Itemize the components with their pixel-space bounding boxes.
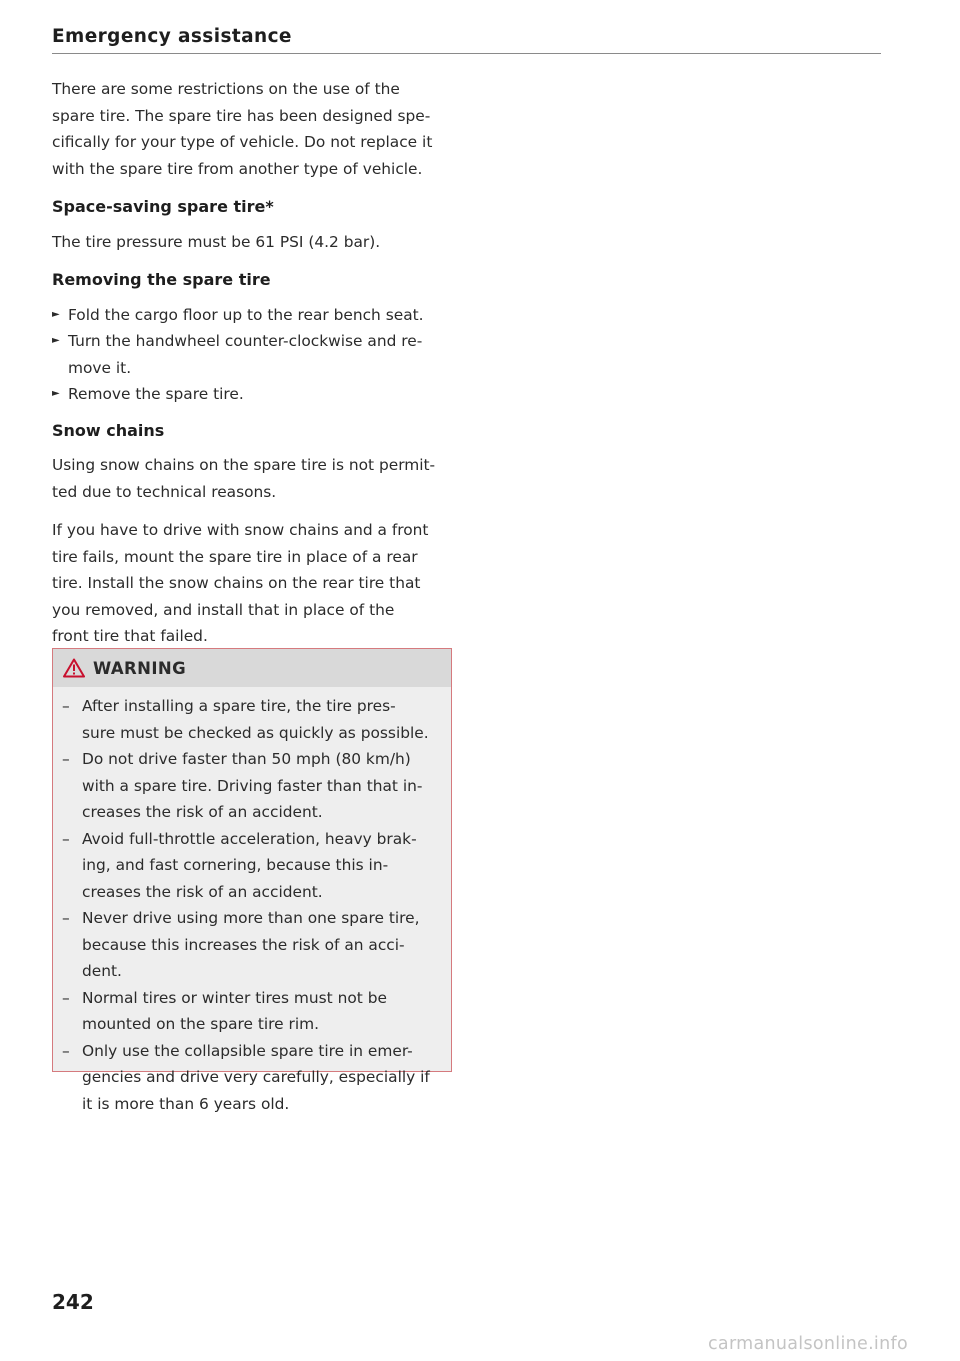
snow-chains-paragraph-2 bbox=[52, 517, 452, 650]
intro-line: with the spare tire from another type of vehicle. bbox=[52, 159, 423, 178]
header-divider bbox=[52, 53, 881, 54]
para-line: you removed, and install that in place of the bbox=[52, 600, 395, 619]
dash-bullet: – bbox=[62, 750, 70, 768]
space-saving-heading: Space-saving spare tire* bbox=[52, 197, 274, 216]
warning-item bbox=[53, 1038, 451, 1118]
intro-line: spare tire. The spare tire has been designed spe- bbox=[52, 106, 431, 125]
step-item bbox=[52, 381, 452, 408]
warning-line: because this increases the risk of an acci- bbox=[82, 935, 405, 954]
warning-line: with a spare tire. Driving faster than that in- bbox=[82, 776, 423, 795]
warning-line: Normal tires or winter tires must not be bbox=[82, 988, 387, 1007]
warning-item-text bbox=[82, 905, 443, 985]
warning-header bbox=[53, 649, 451, 687]
warning-item bbox=[53, 905, 451, 985]
warning-item bbox=[53, 826, 451, 906]
para-line: tire. Install the snow chains on the rear tire that bbox=[52, 574, 421, 592]
section-title: Emergency assistance bbox=[52, 26, 292, 47]
warning-item bbox=[53, 693, 451, 746]
triangle-bullet-icon: ► bbox=[52, 308, 60, 320]
space-saving-text: The tire pressure must be 61 PSI (4.2 bar). bbox=[52, 232, 381, 251]
snow-chains-heading: Snow chains bbox=[52, 420, 165, 440]
warning-line: Do not drive faster than 50 mph (80 km/h) bbox=[82, 750, 411, 768]
para-line: Using snow chains on the spare tire is not permit- bbox=[52, 456, 436, 474]
warning-line: sure must be checked as quickly as possible. bbox=[82, 723, 429, 742]
step-text bbox=[68, 328, 452, 381]
warning-line: mounted on the spare tire rim. bbox=[82, 1015, 320, 1033]
main-column bbox=[52, 76, 452, 662]
step-line: move it. bbox=[68, 358, 132, 377]
dash-bullet: – bbox=[62, 1041, 70, 1060]
warning-line: gencies and drive very carefully, especially if bbox=[82, 1068, 430, 1086]
page-number: 242 bbox=[52, 1290, 94, 1314]
step-item bbox=[52, 328, 452, 381]
snow-chains-paragraph-1 bbox=[52, 452, 452, 505]
warning-triangle-icon bbox=[63, 658, 85, 678]
intro-line: There are some restrictions on the use of the bbox=[52, 80, 400, 98]
warning-line: it is more than 6 years old. bbox=[82, 1094, 290, 1113]
dash-bullet: – bbox=[62, 988, 70, 1007]
intro-line: cifically for your type of vehicle. Do not replace it bbox=[52, 133, 433, 151]
warning-line: ing, and fast cornering, because this in- bbox=[82, 856, 389, 874]
warning-item-text bbox=[82, 985, 443, 1038]
step-line: Fold the cargo floor up to the rear bench seat. bbox=[68, 305, 424, 324]
warning-box bbox=[52, 648, 452, 1113]
warning-label: WARNING bbox=[93, 658, 187, 678]
para-line: front tire that failed. bbox=[52, 627, 208, 645]
step-text bbox=[68, 381, 452, 408]
warning-item-text bbox=[82, 826, 443, 906]
warning-line: Avoid full-throttle acceleration, heavy brak- bbox=[82, 829, 417, 848]
warning-item-text bbox=[82, 746, 443, 826]
warning-line: creases the risk of an accident. bbox=[82, 803, 323, 821]
warning-body bbox=[53, 687, 451, 1113]
dash-bullet: – bbox=[62, 909, 70, 927]
warning-line: Never drive using more than one spare tire, bbox=[82, 909, 420, 927]
step-line: Remove the spare tire. bbox=[68, 385, 244, 403]
warning-item-text bbox=[82, 1038, 443, 1118]
para-line: ted due to technical reasons. bbox=[52, 482, 277, 501]
step-line: Turn the handwheel counter-clockwise and re- bbox=[68, 332, 423, 350]
removing-heading: Removing the spare tire bbox=[52, 270, 271, 289]
step-item bbox=[52, 302, 452, 329]
triangle-bullet-icon: ► bbox=[52, 388, 60, 399]
para-line: If you have to drive with snow chains and a front bbox=[52, 521, 429, 539]
warning-line: dent. bbox=[82, 962, 122, 980]
dash-bullet: – bbox=[62, 697, 70, 715]
dash-bullet: – bbox=[62, 829, 70, 848]
warning-item bbox=[53, 985, 451, 1038]
warning-line: After installing a spare tire, the tire pres- bbox=[82, 697, 396, 715]
step-text bbox=[68, 302, 452, 329]
para-line: tire fails, mount the spare tire in place of a rear bbox=[52, 547, 418, 566]
warning-line: Only use the collapsible spare tire in emer- bbox=[82, 1041, 413, 1060]
triangle-bullet-icon: ► bbox=[52, 335, 60, 346]
removing-steps bbox=[52, 302, 452, 408]
warning-item bbox=[53, 746, 451, 826]
intro-paragraph bbox=[52, 76, 452, 182]
watermark-link[interactable]: carmanualsonline.info bbox=[708, 1334, 908, 1354]
warning-item-text bbox=[82, 693, 443, 746]
warning-line: creases the risk of an accident. bbox=[82, 882, 323, 901]
